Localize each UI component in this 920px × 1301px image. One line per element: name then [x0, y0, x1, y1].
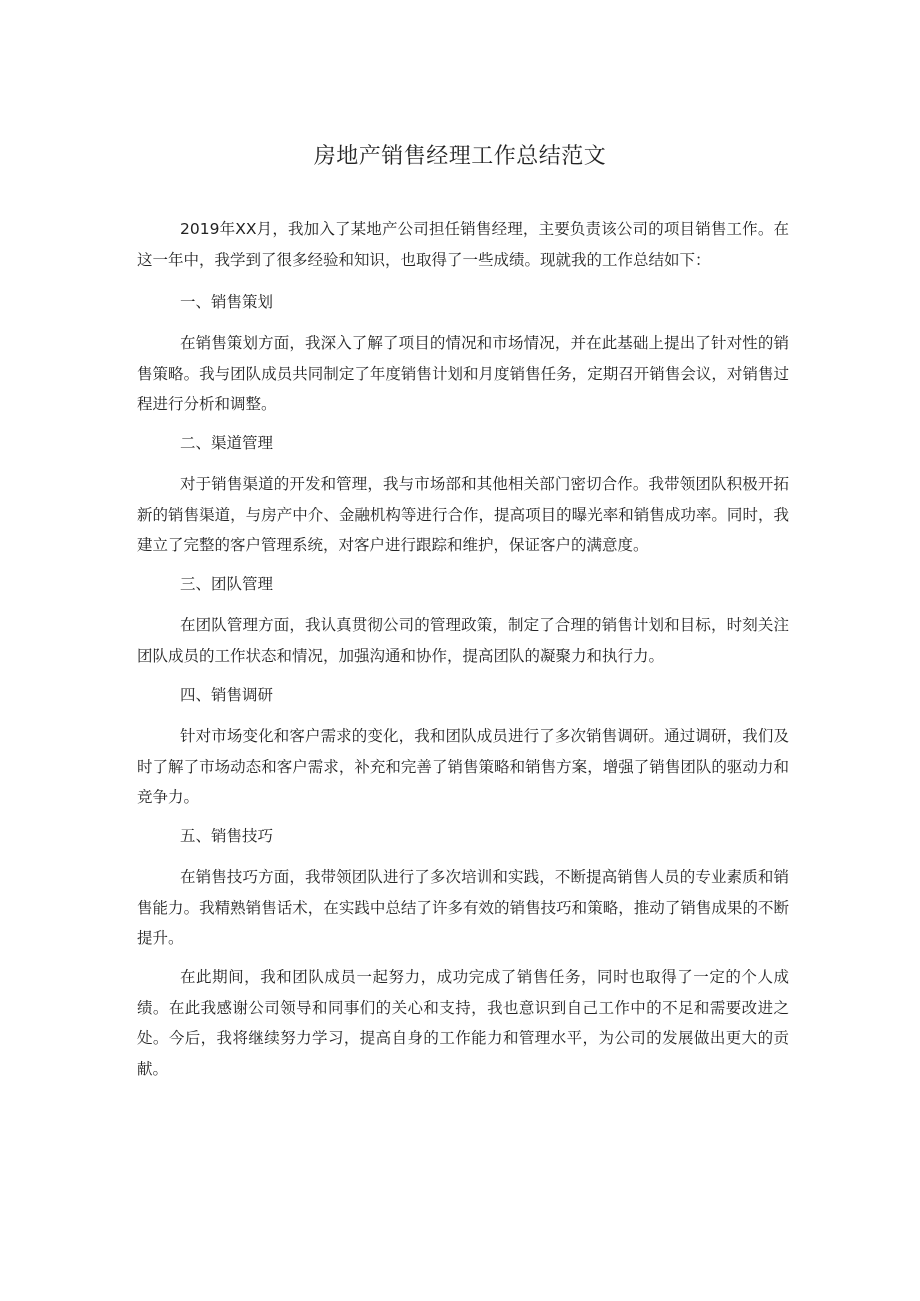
conclusion-paragraph: 在此期间，我和团队成员一起努力，成功完成了销售任务，同时也取得了一定的个人成绩。在此我感谢公司领导和同事们的关心和支持，我也意识到自己工作中的不足和需要改进之处。今后，我将继续努力学习，提高自身的工作能力和管理水平，为公司的发展做出更大的贡献。 [137, 968, 789, 1078]
section-body-sales-planning: 在销售策划方面，我深入了解了项目的情况和市场情况，并在此基础上提出了针对性的销售策略。我与团队成员共同制定了年度销售计划和月度销售任务，定期召开销售会议，对销售过程进行分析和调整。 [137, 334, 789, 413]
section-heading-team-management: 三、团队管理 [180, 575, 274, 593]
section-body-sales-research: 针对市场变化和客户需求的变化，我和团队成员进行了多次销售调研。通过调研，我们及时了解了市场动态和客户需求，补充和完善了销售策略和销售方案，增强了销售团队的驱动力和竞争力。 [137, 727, 789, 806]
section-heading-sales-research: 四、销售调研 [180, 686, 274, 704]
document-title: 房地产销售经理工作总结范文 [313, 144, 607, 169]
section-heading-sales-planning: 一、销售策划 [180, 293, 274, 311]
section-body-team-management: 在团队管理方面，我认真贯彻公司的管理政策，制定了合理的销售计划和目标，时刻关注团队成员的工作状态和情况，加强沟通和协作，提高团队的凝聚力和执行力。 [137, 616, 789, 665]
section-body-channel-management: 对于销售渠道的开发和管理，我与市场部和其他相关部门密切合作。我带领团队积极开拓新的销售渠道，与房产中介、金融机构等进行合作，提高项目的曝光率和销售成功率。同时，我建立了完整的客户管理系统，对客户进行跟踪和维护，保证客户的满意度。 [137, 475, 789, 554]
section-body-sales-skills: 在销售技巧方面，我带领团队进行了多次培训和实践，不断提高销售人员的专业素质和销售能力。我精熟销售话术，在实践中总结了许多有效的销售技巧和策略，推动了销售成果的不断提升。 [137, 868, 789, 947]
section-heading-sales-skills: 五、销售技巧 [180, 827, 274, 845]
section-heading-channel-management: 二、渠道管理 [180, 434, 274, 452]
intro-paragraph: 2019年XX月，我加入了某地产公司担任销售经理，主要负责该公司的项目销售工作。在这一年中，我学到了很多经验和知识，也取得了一些成绩。现就我的工作总结如下： [137, 220, 789, 269]
